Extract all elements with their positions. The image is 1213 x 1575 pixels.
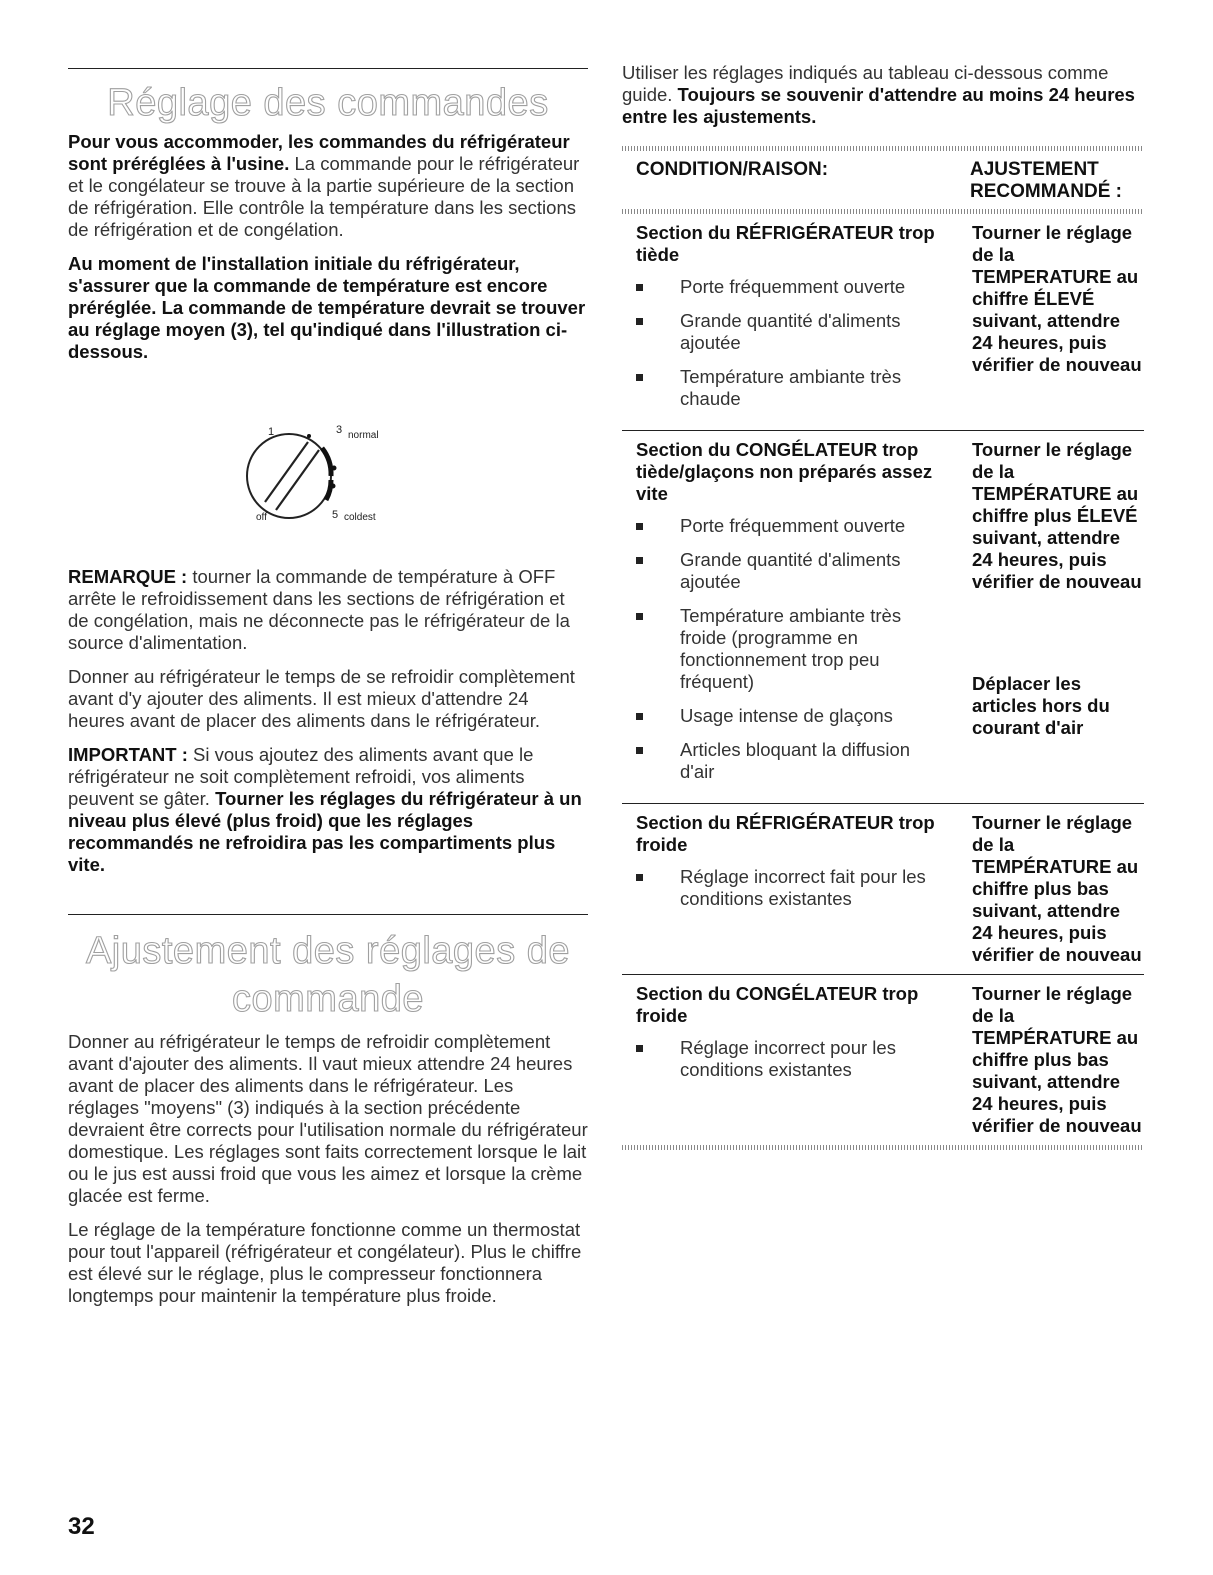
adjust-paragraph-1: Donner au réfrigérateur le temps de refroidir complètement avant d'ajouter des aliments. Il vaut mieux attendre 24 heures avant de placer des aliments dans le réfrigérateur. Les réglages "moyens" (3) indiqués à la section précédente devraient être corrects pour l'utilisation normale du réfrigérateur domestique. Les réglages sont faits correctement lorsque le lait ou le jus est aussi froid que vous les aimez et lorsque la crème glacée est ferme. xyxy=(68,1031,588,1206)
row-causes-list xyxy=(622,1037,958,1081)
col-header-condition: CONDITION/RAISON: xyxy=(636,159,829,180)
table-row xyxy=(622,804,1144,974)
list-item: Usage intense de glaçons xyxy=(636,705,948,727)
installation-note: Au moment de l'installation initiale du réfrigérateur, s'assurer que la commande de température est encore préréglée. La commande de température devrait se trouver au réglage moyen (3), tel qu'indiqué dans l'illustration ci-dessous. xyxy=(68,253,586,362)
adjust-paragraph-2: Le réglage de la température fonctionne comme un thermostat pour tout l'appareil (réfrigérateur et congélateur). Plus le chiffre est élevé sur le réglage, plus le compresseur fonctionnera longtemps pour maintenir la température plus froide. xyxy=(68,1219,582,1306)
table-row xyxy=(622,975,1144,1145)
temperature-dial-illustration xyxy=(190,420,430,530)
row-condition-title: Section du CONGÉLATEUR trop froide xyxy=(636,983,919,1026)
remarque-paragraph xyxy=(68,566,588,654)
row-causes-list xyxy=(622,515,958,783)
list-item: Porte fréquemment ouverte xyxy=(636,515,948,537)
row-adjustment-secondary: Déplacer les articles hors du courant d'air xyxy=(972,673,1110,738)
col-header-adjust-1: AJUSTEMENT xyxy=(970,159,1099,180)
dial-label-5: 5 xyxy=(332,509,339,521)
section-title-reglage: Réglage des commandes xyxy=(107,82,549,124)
section-title-ajustement-line2: commande xyxy=(232,978,424,1020)
row-condition-title: Section du RÉFRIGÉRATEUR trop tiède xyxy=(636,222,935,265)
table-header xyxy=(622,151,1144,209)
row-condition-title: Section du RÉFRIGÉRATEUR trop froide xyxy=(636,812,935,855)
important-text: Si vous ajoutez des aliments avant que le réfrigérateur ne soit complètement refroidi, vos aliments peuvent se gâter. xyxy=(68,744,534,809)
table-intro xyxy=(622,62,1144,128)
table-intro-bold: Toujours se souvenir d'attendre au moins 24 heures entre les ajustements. xyxy=(622,84,1135,127)
dial-label-3: 3 xyxy=(336,424,343,436)
list-item: Température ambiante très froide (programme en fonctionnement trop peu fréquent) xyxy=(636,605,948,693)
dial-label-off: off xyxy=(256,512,267,523)
list-item: Articles bloquant la diffusion d'air xyxy=(636,739,948,783)
page-number: 32 xyxy=(68,1513,95,1540)
title-rule-2 xyxy=(68,914,588,915)
left-column-lower xyxy=(68,566,588,1319)
row-causes-list xyxy=(622,276,958,410)
dial-label-coldest: coldest xyxy=(344,512,376,523)
dial-label-normal: normal xyxy=(348,430,379,441)
list-item: Grande quantité d'aliments ajoutée xyxy=(636,549,948,593)
row-adjustment: Tourner le réglage de la TEMPÉRATURE au chiffre plus ÉLEVÉ suivant, attendre 24 heures, puis vérifier de nouveau xyxy=(972,439,1142,592)
left-column xyxy=(68,0,588,375)
row-causes-list xyxy=(622,866,958,910)
col-header-adjust-2: RECOMMANDÉ : xyxy=(970,181,1122,202)
important-label: IMPORTANT : xyxy=(68,744,188,765)
remarque-text: tourner la commande de température à OFF arrête le refroidissement dans les sections de réfrigération et de congélation, mais ne déconnecte pas le réfrigérateur de la source d'alimentation. xyxy=(68,566,570,653)
intro-text: La commande pour le réfrigérateur et le congélateur se trouve à la partie supérieure de la section de réfrigération. Elle contrôle la température dans les sections de réfrigération et de congélation. xyxy=(68,153,580,240)
table-row xyxy=(622,214,1144,430)
section-title-ajustement xyxy=(68,927,588,1023)
right-column xyxy=(622,0,1144,1150)
intro-paragraph xyxy=(68,131,588,241)
important-bold: Tourner les réglages du réfrigérateur à un niveau plus élevé (plus froid) que les réglages recommandés ne refroidira pas les compartiments plus vite. xyxy=(68,788,582,875)
row-condition-title: Section du CONGÉLATEUR trop tiède/glaçons non préparés assez vite xyxy=(636,439,933,504)
table-row xyxy=(622,431,1144,803)
important-paragraph xyxy=(68,744,588,876)
row-adjustment: Tourner le réglage de la TEMPÉRATURE au chiffre plus bas suivant, attendre 24 heures, puis vérifier de nouveau xyxy=(972,983,1142,1136)
dial-label-1: 1 xyxy=(268,426,275,438)
list-item: Porte fréquemment ouverte xyxy=(636,276,948,298)
donner-paragraph: Donner au réfrigérateur le temps de se refroidir complètement avant d'y ajouter des aliments. Il est mieux d'attendre 24 heures avant de placer des aliments dans le réfrigérateur. xyxy=(68,666,575,731)
row-adjustment: Tourner le réglage de la TEMPERATURE au chiffre ÉLEVÉ suivant, attendre 24 heures, puis vérifier de nouveau xyxy=(972,222,1142,375)
list-item: Grande quantité d'aliments ajoutée xyxy=(636,310,948,354)
remarque-label: REMARQUE : xyxy=(68,566,188,587)
table-intro-text: Utiliser les réglages indiqués au tableau ci-dessous comme guide. xyxy=(622,62,1109,105)
list-item: Température ambiante très chaude xyxy=(636,366,948,410)
list-item: Réglage incorrect fait pour les conditions existantes xyxy=(636,866,948,910)
section-title-ajustement-line1: Ajustement des réglages de xyxy=(85,930,571,972)
dial-icon xyxy=(190,420,430,530)
list-item: Réglage incorrect pour les conditions existantes xyxy=(636,1037,948,1081)
row-adjustment: Tourner le réglage de la TEMPÉRATURE au chiffre plus bas suivant, attendre 24 heures, puis vérifier de nouveau xyxy=(972,812,1142,965)
intro-bold: Pour vous accommoder, les commandes du réfrigérateur sont préréglées à l'usine. xyxy=(68,131,570,174)
table-bottom-border xyxy=(622,1145,1144,1150)
title-rule xyxy=(68,68,588,69)
